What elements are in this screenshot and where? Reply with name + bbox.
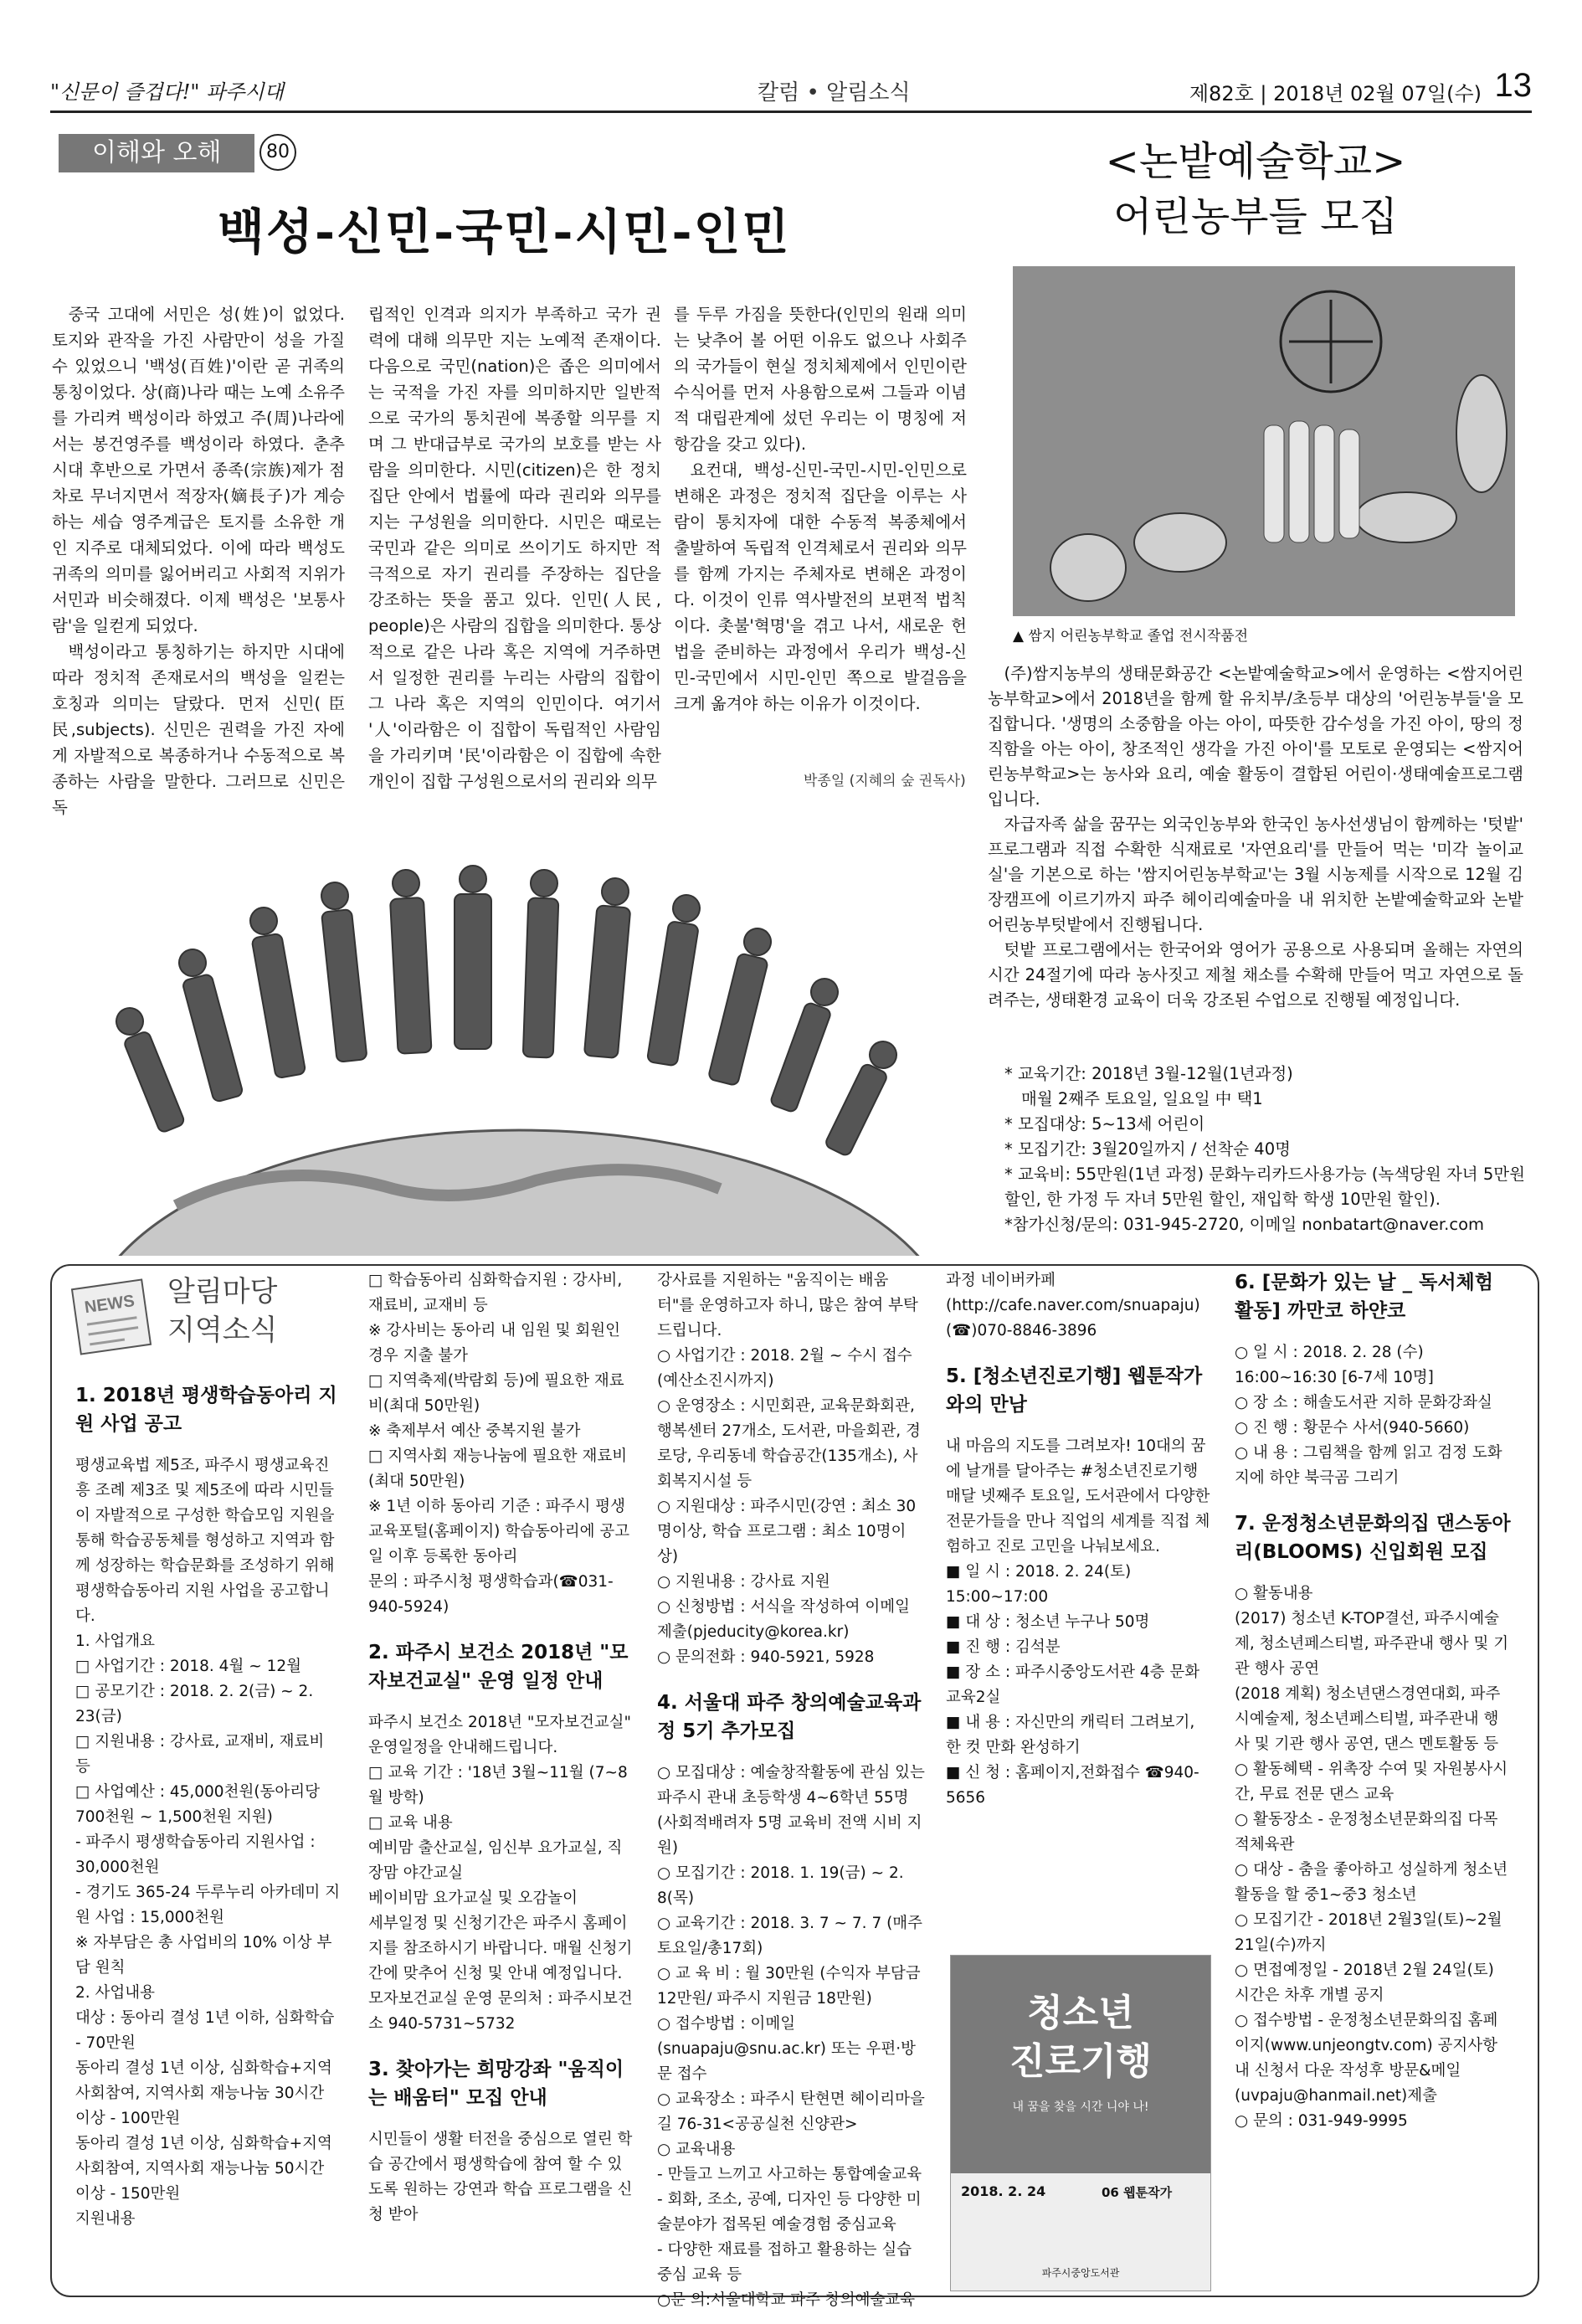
notice-line: ○ 접수방법 - 운정청소년문화의집 홈페이지(www.unjeongtv.com) 공지사항 내 신청서 다운 작성후 방문&메일(uvpaju@hanmail.net)제출 (1235, 2012, 1498, 2105)
notice-column-5 (1235, 1268, 1511, 2134)
series-badge: 이해와 오해 (59, 134, 254, 172)
notice-line: ○ 문의 : 031-949-9995 (1235, 2112, 1408, 2130)
column-paragraph: 립적인 인격과 의지가 부족하고 국가 권력에 대해 의무만 지는 노예적 존재이다. 다음으로 국민(nation)은 좁은 의미에서는 국적을 가진 자를 의미하지만 일반적으로 국가의 통치권에 복종할 의무를 지며 그 반대급부로 국가의 보호를 받는 사람을 의미한다. 시민(citizen)은 한 정치집단 안에서 법률에 따라 권리와 의무를 지는 구성원을 의미한다. 시민은 때로는 국민과 같은 의미로 쓰이기도 하지만 적극적으로 자기 권리를 주장하는 집단을 강조하는 뜻을 품고 있다. 인민(人民, people)은 사람의 집합을 의미한다. 통상적으로 같은 나라 혹은 지역에 거주하면서 일정한 권리를 누리는 사람의 집합이 그 나라 혹은 지역의 인민이다. 여기서 '人'이라함은 이 집합이 독립적인 사람임을 가리키며 '民'이라함은 이 집합에 속한 개인이 집합 구성원으로서의 권리와 의무 (368, 305, 661, 791)
notice-line: ○ 교육기간 : 2018. 3. 7 ~ 7. 7 (매주 토요일/총17회) (657, 1915, 923, 1957)
notice-column-4 (946, 1268, 1214, 1811)
notice-line: ■ 신 청 : 홈페이지,전화접수 ☎940-5656 (946, 1764, 1199, 1807)
notice-board-title-line1: 알림마당 (167, 1275, 278, 1309)
camp-body (988, 661, 1523, 1013)
exhibition-photo (1013, 266, 1515, 616)
camp-title-line1: <논밭예술학교> (1105, 138, 1406, 185)
notice-line: 지원내용 (75, 2210, 136, 2228)
poster-title (951, 1989, 1210, 2086)
notice-line: 2. 사업내용 (75, 1984, 156, 2002)
notice-line: ※ 자부담은 총 사업비의 10% 이상 부담 원칙 (75, 1934, 332, 1977)
series-number: 80 (259, 134, 296, 171)
notice-line: ○ 일 시 : 2018. 2. 28 (수) 16:00~16:30 [6-7세 10명] (1235, 1344, 1434, 1386)
poster-title-line1: 청소년 (1027, 1992, 1134, 2034)
notice-line: 시민들이 생활 터전을 중심으로 열린 학습 공간에서 평생학습에 참여 할 수 있도록 원하는 강연과 학습 프로그램을 신청 받아 (368, 2131, 633, 2224)
photo-caption: ▲ 쌈지 어린농부학교 졸업 전시작품전 (1013, 628, 1249, 645)
notice-title: 5. [청소년진로기행] 웹툰작가와의 만남 (946, 1365, 1203, 1416)
column-text-col3 (674, 301, 967, 717)
notice-line: □ 학습동아리 심화학습지원 : 강사비, 재료비, 교재비 등 (368, 1272, 623, 1314)
notice-line: - 다양한 재료를 접하고 활용하는 실습중심 교육 등 (657, 2241, 912, 2284)
notice-line: 파주시 보건소 2018년 "모자보건교실" 운영일정을 안내해드립니다. (368, 1714, 632, 1756)
notice-line: 문의 : 파주시청 평생학습과(☎031-940-5924) (368, 1573, 614, 1616)
page-number: 13 (1494, 67, 1532, 104)
notice-line: 모자보건교실 운영 문의처 : 파주시보건소 940-5731~5732 (368, 1990, 633, 2033)
column-paragraph: 중국 고대에 서민은 성(姓)이 없었다. 토지와 관작을 가진 사람만이 성을 가질 수 있었으니 '백성(百姓)'이란 곧 귀족의 통칭이었다. 상(商)나라 때는 노예 소유주를 가리켜 백성이라 하였고 주(周)나라에서는 봉건영주를 백성이라 하였다. 춘추시대 후반으로 가면서 종족(宗族)제가 점차로 무너지면서 적장자(嫡長子)가 계승하는 세습 영주계급은 토지를 소유한 개인 지주로 대체되었다. 이에 따라 백성도 귀족의 의미를 잃어버리고 사회적 지위가 서민과 비슷해졌다. 이제 백성은 '보통사람'을 일컫게 되었다. (52, 305, 345, 635)
poster-date: 2018. 2. 24 (961, 2183, 1046, 2199)
newspaper-slogan: "신문이 즐겁다!" 파주시대 (50, 80, 284, 104)
info-item: * 교육비: 55만원(1년 과정) 문화누리카드사용가능 (녹색당원 자녀 5만원 할인, 한 가정 두 자녀 5만원 할인, 재입학 학생 10만원 할인). (1004, 1165, 1525, 1209)
column-paragraph: 요컨대, 백성-신민-국민-시민-인민으로 변해온 과정은 정치적 집단을 이루는 사람이 통치자에 대한 수동적 복종체에서 출발하여 독립적 인격체로서 권리와 의무를 함께 가지는 주체자로 변해온 과정이다. 이것이 인류 역사발전의 보편적 법칙이다. 촛불'혁명'을 겪고 나서, 새로운 헌법을 준비하는 과정에서 우리가 백성-신민-국민에서 시민-인민 쪽으로 발걸음을 크게 옮겨야 하는 이유가 이것이다. (674, 460, 967, 713)
notice-line: ○ 모집기간 - 2018년 2월3일(토)~2월21일(수)까지 (1235, 1911, 1502, 1954)
notice-line: ○ 대상 - 춤을 좋아하고 성실하게 청소년활동을 할 중1~중3 청소년 (1235, 1861, 1508, 1904)
notice-line: ○ 신청방법 : 서식을 작성하여 이메일 제출(pjeducity@korea.kr) (657, 1598, 910, 1641)
notice-line: 내 마음의 지도를 그려보자! 10대의 꿈에 날개를 달아주는 #청소년진로기행 매달 넷째주 토요일, 도서관에서 다양한 전문가들을 만나 직업의 세계를 직접 체험하고 진로 고민을 나눠보세요. (946, 1437, 1210, 1555)
info-item: * 모집기간: 3월20일까지 / 선착순 40명 (1004, 1139, 1291, 1159)
info-item: *참가신청/문의: 031-945-2720, 이메일 nonbatart@naver.com (1004, 1215, 1485, 1234)
notice-column-2 (368, 1268, 636, 2228)
notice-line: ○ 장 소 : 해솔도서관 지하 문화강좌실 (1235, 1394, 1492, 1411)
poster-tag: 06 웹툰작가 (1102, 2185, 1173, 2200)
poster-title-line2: 진로기행 (1009, 2040, 1152, 2083)
notice-line: ○ 접수방법 : 이메일(snuapaju@snu.ac.kr) 또는 우편·방문 접수 (657, 2015, 916, 2083)
notice-line: 세부일정 및 신청기간은 파주시 홈페이지를 참조하시기 바랍니다. 매월 신청기간에 맞추어 신청 및 안내 예정입니다. (368, 1915, 633, 1982)
camp-title (1080, 134, 1431, 244)
notice-line: ○ 활동혜택 - 위촉장 수여 및 자원봉사시간, 무료 전문 댄스 교육 (1235, 1761, 1508, 1803)
notice-line: ■ 진 행 : 김석분 (946, 1638, 1061, 1656)
career-trip-poster (950, 1955, 1211, 2291)
notice-title: 7. 운정청소년문화의집 댄스동아리(BLOOMS) 신입회원 모집 (1235, 1513, 1511, 1563)
column-paragraph: 를 두루 가짐을 뜻한다(인민의 원래 의미는 낮추어 볼 어떤 이유도 없으나 사회주의 국가들이 현실 정치체제에서 인민이란 수식어를 먼저 사용함으로써 그들과 이념적 대립관계에 섰던 우리는 이 명칭에 저항감을 갖고 있다). (674, 305, 967, 454)
notice-line: (2017) 청소년 K-TOP결선, 파주시예술제, 청소년페스티벌, 파주관내 행사 및 기관 행사 공연 (1235, 1610, 1509, 1678)
notice-line: □ 교육 내용 (368, 1814, 453, 1832)
info-item: * 모집대상: 5~13세 어린이 (1004, 1114, 1205, 1134)
notice-line: 과정 네이버카페(http://cafe.naver.com/snuapaju) (☎)070-8846-3896 (946, 1272, 1200, 1339)
camp-title-line2: 어린농부들 모집 (1113, 193, 1398, 240)
notice-line: ○ 운영장소 : 시민회관, 교육문화회관, 행복센터 27개소, 도서관, 마을회관, 경로당, 우리동네 학습공간(135개소), 사회복지시설 등 (657, 1397, 921, 1490)
camp-paragraph: 텃밭 프로그램에서는 한국어와 영어가 공용으로 사용되며 올해는 자연의 시간 24절기에 따라 농사짓고 제철 채소를 수확해 만들어 먹고 자연으로 돌려주는, 생태환경 교육이 더욱 강조된 수업으로 진행될 예정입니다. (988, 940, 1524, 1010)
info-item: 매월 2째주 토요일, 일요일 中 택1 (1021, 1089, 1263, 1108)
notice-column-1 (75, 1381, 343, 2232)
notice-title: 2. 파주시 보건소 2018년 "모자보건교실" 운영 일정 안내 (368, 1642, 629, 1692)
notice-line: - 만들고 느끼고 사고하는 통합예술교육 (657, 2166, 922, 2183)
notice-line: □ 사업예산 : 45,000천원(동아리당 700천원 ~ 1,500천원 지원) (75, 1783, 321, 1826)
notice-line: ■ 일 시 : 2018. 2. 24(토) 15:00~17:00 (946, 1563, 1132, 1606)
column-paragraph: 백성이라고 통칭하기는 하지만 시대에 따라 정치적 존재로서의 백성을 일컫는 호칭과 의미는 달랐다. 먼저 신민(臣民,subjects). 신민은 권력을 가진 자에게 자발적으로 복종하거나 수동적으로 복종하는 사람을 말한다. 그러므로 신민은 독 (52, 642, 345, 817)
column-headline: 백성-신민-국민-시민-인민 (218, 203, 791, 260)
notice-line: ○ 교육내용 (657, 2141, 736, 2158)
notice-line: ○ 교 육 비 : 월 30만원 (수익자 부담금 12만원/ 파주시 지원금 18만원) (657, 1965, 921, 2008)
people-holding-hands-illustration (50, 804, 963, 1256)
news-logo-text: NEWS (83, 1292, 136, 1318)
notice-line: ○ 내 용 : 그림책을 함께 읽고 검정 도화지에 하얀 북극곰 그리기 (1235, 1444, 1502, 1487)
notice-line: ○ 진 행 : 황문수 사서(940-5660) (1235, 1419, 1470, 1437)
notice-line: ※ 강사비는 동아리 내 임원 및 회원인 경우 지출 불가 (368, 1322, 620, 1365)
notice-line: (2018 계획) 청소년댄스경연대회, 파주시예술제, 청소년페스티벌, 파주관내 행사 및 기관 행사 공연, 댄스 멘토활동 등 (1235, 1685, 1501, 1753)
poster-org: 파주시중앙도서관 (1041, 2267, 1120, 2279)
notice-line: ○ 문의전화 : 940-5921, 5928 (657, 1648, 875, 1666)
notice-line: 예비맘 출산교실, 임신부 요가교실, 직장맘 야간교실 (368, 1839, 623, 1882)
notice-board-title (167, 1273, 277, 1350)
notice-line: ○문 의:서울대학교 파주 창의예술교육 (657, 2291, 916, 2309)
notice-line: □ 지역축제(박람회 등)에 필요한 재료비(최대 50만원) (368, 1372, 624, 1415)
poster-subtitle: 내 꿈을 찾을 시간 니야 나! (1012, 2100, 1149, 2114)
notice-line: ■ 장 소 : 파주시중앙도서관 4층 문화교육2실 (946, 1663, 1200, 1706)
notice-title: 1. 2018년 평생학습동아리 지원 사업 공고 (75, 1385, 337, 1435)
notice-line: ○ 활동내용 (1235, 1585, 1313, 1602)
notice-line: ○ 교육장소 : 파주시 탄현면 헤이리마을길 76-31<공공실천 신양관> (657, 2090, 925, 2133)
notice-line: - 경기도 365-24 두루누리 아카데미 지원 사업 : 15,000천원 (75, 1884, 341, 1926)
column-text-col1 (52, 301, 345, 820)
notice-title: 3. 찾아가는 희망강좌 "움직이는 배움터" 모집 안내 (368, 2059, 624, 2109)
section-name: 칼럼 • 알림소식 (758, 80, 911, 105)
notice-title: 4. 서울대 파주 창의예술교육과정 5기 추가모집 (657, 1692, 922, 1742)
notice-line: ■ 내 용 : 자신만의 캐릭터 그려보기, 한 컷 만화 완성하기 (946, 1714, 1195, 1756)
camp-info-list (1004, 1062, 1532, 1237)
notice-column-3 (657, 1268, 925, 2313)
news-logo-icon (71, 1273, 163, 1356)
notice-line: ○ 모집대상 : 예술창작활동에 관심 있는 파주시 관내 초등학생 4~6학년 55명 (사회적배려자 5명 교육비 전액 시비 지원) (657, 1764, 925, 1857)
notice-line: ※ 1년 이하 동아리 기준 : 파주시 평생교육포털(홈페이지) 학습동아리에 공고일 이후 등록한 동아리 (368, 1498, 630, 1566)
issue-date: 제82호 | 2018년 02월 07일(수) (1189, 82, 1482, 105)
notice-line: □ 공모기간 : 2018. 2. 2(금) ~ 2. 23(금) (75, 1683, 314, 1725)
notice-title: 6. [문화가 있는 날 _ 독서체험활동] 까만코 하얀코 (1235, 1272, 1493, 1322)
column-text-col2 (368, 301, 661, 794)
column-byline: 박종일 (지혜의 숲 권독사) (804, 773, 966, 789)
notice-line: 대상 : 동아리 결성 1년 이하, 심화학습 - 70만원 (75, 2009, 335, 2052)
notice-line: - 회화, 조소, 공예, 디자인 등 다양한 미술분야가 접목된 예술경험 중심교육 (657, 2191, 922, 2234)
info-item: * 교육기간: 2018년 3월-12월(1년과정) (1004, 1064, 1293, 1083)
notice-line: ○ 모집기간 : 2018. 1. 19(금) ~ 2. 8(목) (657, 1864, 904, 1907)
notice-line: □ 지원내용 : 강사료, 교재비, 재료비 등 (75, 1733, 325, 1776)
notice-line: □ 지역사회 재능나눔에 필요한 재료비(최대 50만원) (368, 1447, 628, 1490)
notice-line: ■ 대 상 : 청소년 누구나 50명 (946, 1613, 1150, 1631)
notice-line: - 파주시 평생학습동아리 지원사업 : 30,000천원 (75, 1833, 316, 1876)
notice-line: ※ 축제부서 예산 중복지원 불가 (368, 1422, 581, 1440)
notice-line: 베이비맘 요가교실 및 오감놀이 (368, 1890, 578, 1907)
notice-line: 평생교육법 제5조, 파주시 평생교육진흥 조례 제3조 및 제5조에 따라 시민들이 자발적으로 구성한 학습모임 지원을 통해 학습공동체를 형성하고 지역과 함께 성장하는 학습문화를 조성하기 위해 평생학습동아리 지원 사업을 공고합니다. (75, 1457, 335, 1625)
page-header (50, 67, 1532, 113)
notice-line: ○ 지원대상 : 파주시민(강연 : 최소 30명이상, 학습 프로그램 : 최소 10명이상) (657, 1498, 917, 1566)
notice-line: 강사료를 지원하는 "움직이는 배움터"를 운영하고자 하니, 많은 참여 부탁드립니다. (657, 1272, 918, 1339)
camp-paragraph: 자급자족 삶을 꿈꾸는 외국인농부와 한국인 농사선생님이 함께하는 '텃밭' 프로그램과 직접 수확한 식재료로 '자연요리'를 만들어 먹는 '미각 놀이교실'을 기본으로 하는 '쌈지어린농부학교'는 3월 시농제를 시작으로 12월 김장캠프에 이르기까지 파주 헤이리예술마을 내 위치한 논밭예술학교와 논밭어린농부텃밭에서 진행됩니다. (988, 815, 1523, 934)
notice-line: 1. 사업개요 (75, 1632, 156, 1650)
notice-line: 동아리 결성 1년 이상, 심화학습+지역사회참여, 지역사회 재능나눔 50시간 이상 - 150만원 (75, 2135, 332, 2203)
notice-line: □ 교육 기간 : '18년 3월~11월 (7~8월 방학) (368, 1764, 628, 1807)
notice-line: □ 사업기간 : 2018. 4월 ~ 12월 (75, 1658, 301, 1675)
notice-line: ○ 지원내용 : 강사료 지원 (657, 1573, 830, 1591)
notice-board-title-line2: 지역소식 (167, 1314, 278, 1347)
notice-line: ○ 활동장소 - 운정청소년문화의집 다목적체육관 (1235, 1811, 1498, 1854)
camp-paragraph: (주)쌈지농부의 생태문화공간 <논밭예술학교>에서 운영하는 <쌈지어린농부학교>에서 2018년을 함께 할 유치부/초등부 대상의 '어린농부들'을 모집합니다. '생명의 소중함을 아는 아이, 따뜻한 감수성을 가진 아이, 땅의 정직함을 아는 아이, 창조적인 생각을 가진 아이'를 모토로 운영되는 <쌈지어린농부학교>는 농사와 요리, 예술 활동이 결합된 어린이·생태예술프로그램입니다. (988, 664, 1523, 809)
notice-line: ○ 면접예정일 - 2018년 2월 24일(토) 시간은 차후 개별 공지 (1235, 1962, 1494, 2004)
notice-line: ○ 사업기간 : 2018. 2월 ~ 수시 접수(예산소진시까지) (657, 1347, 912, 1390)
notice-line: 동아리 결성 1년 이상, 심화학습+지역사회참여, 지역사회 재능나눔 30시간 이상 - 100만원 (75, 2059, 332, 2127)
